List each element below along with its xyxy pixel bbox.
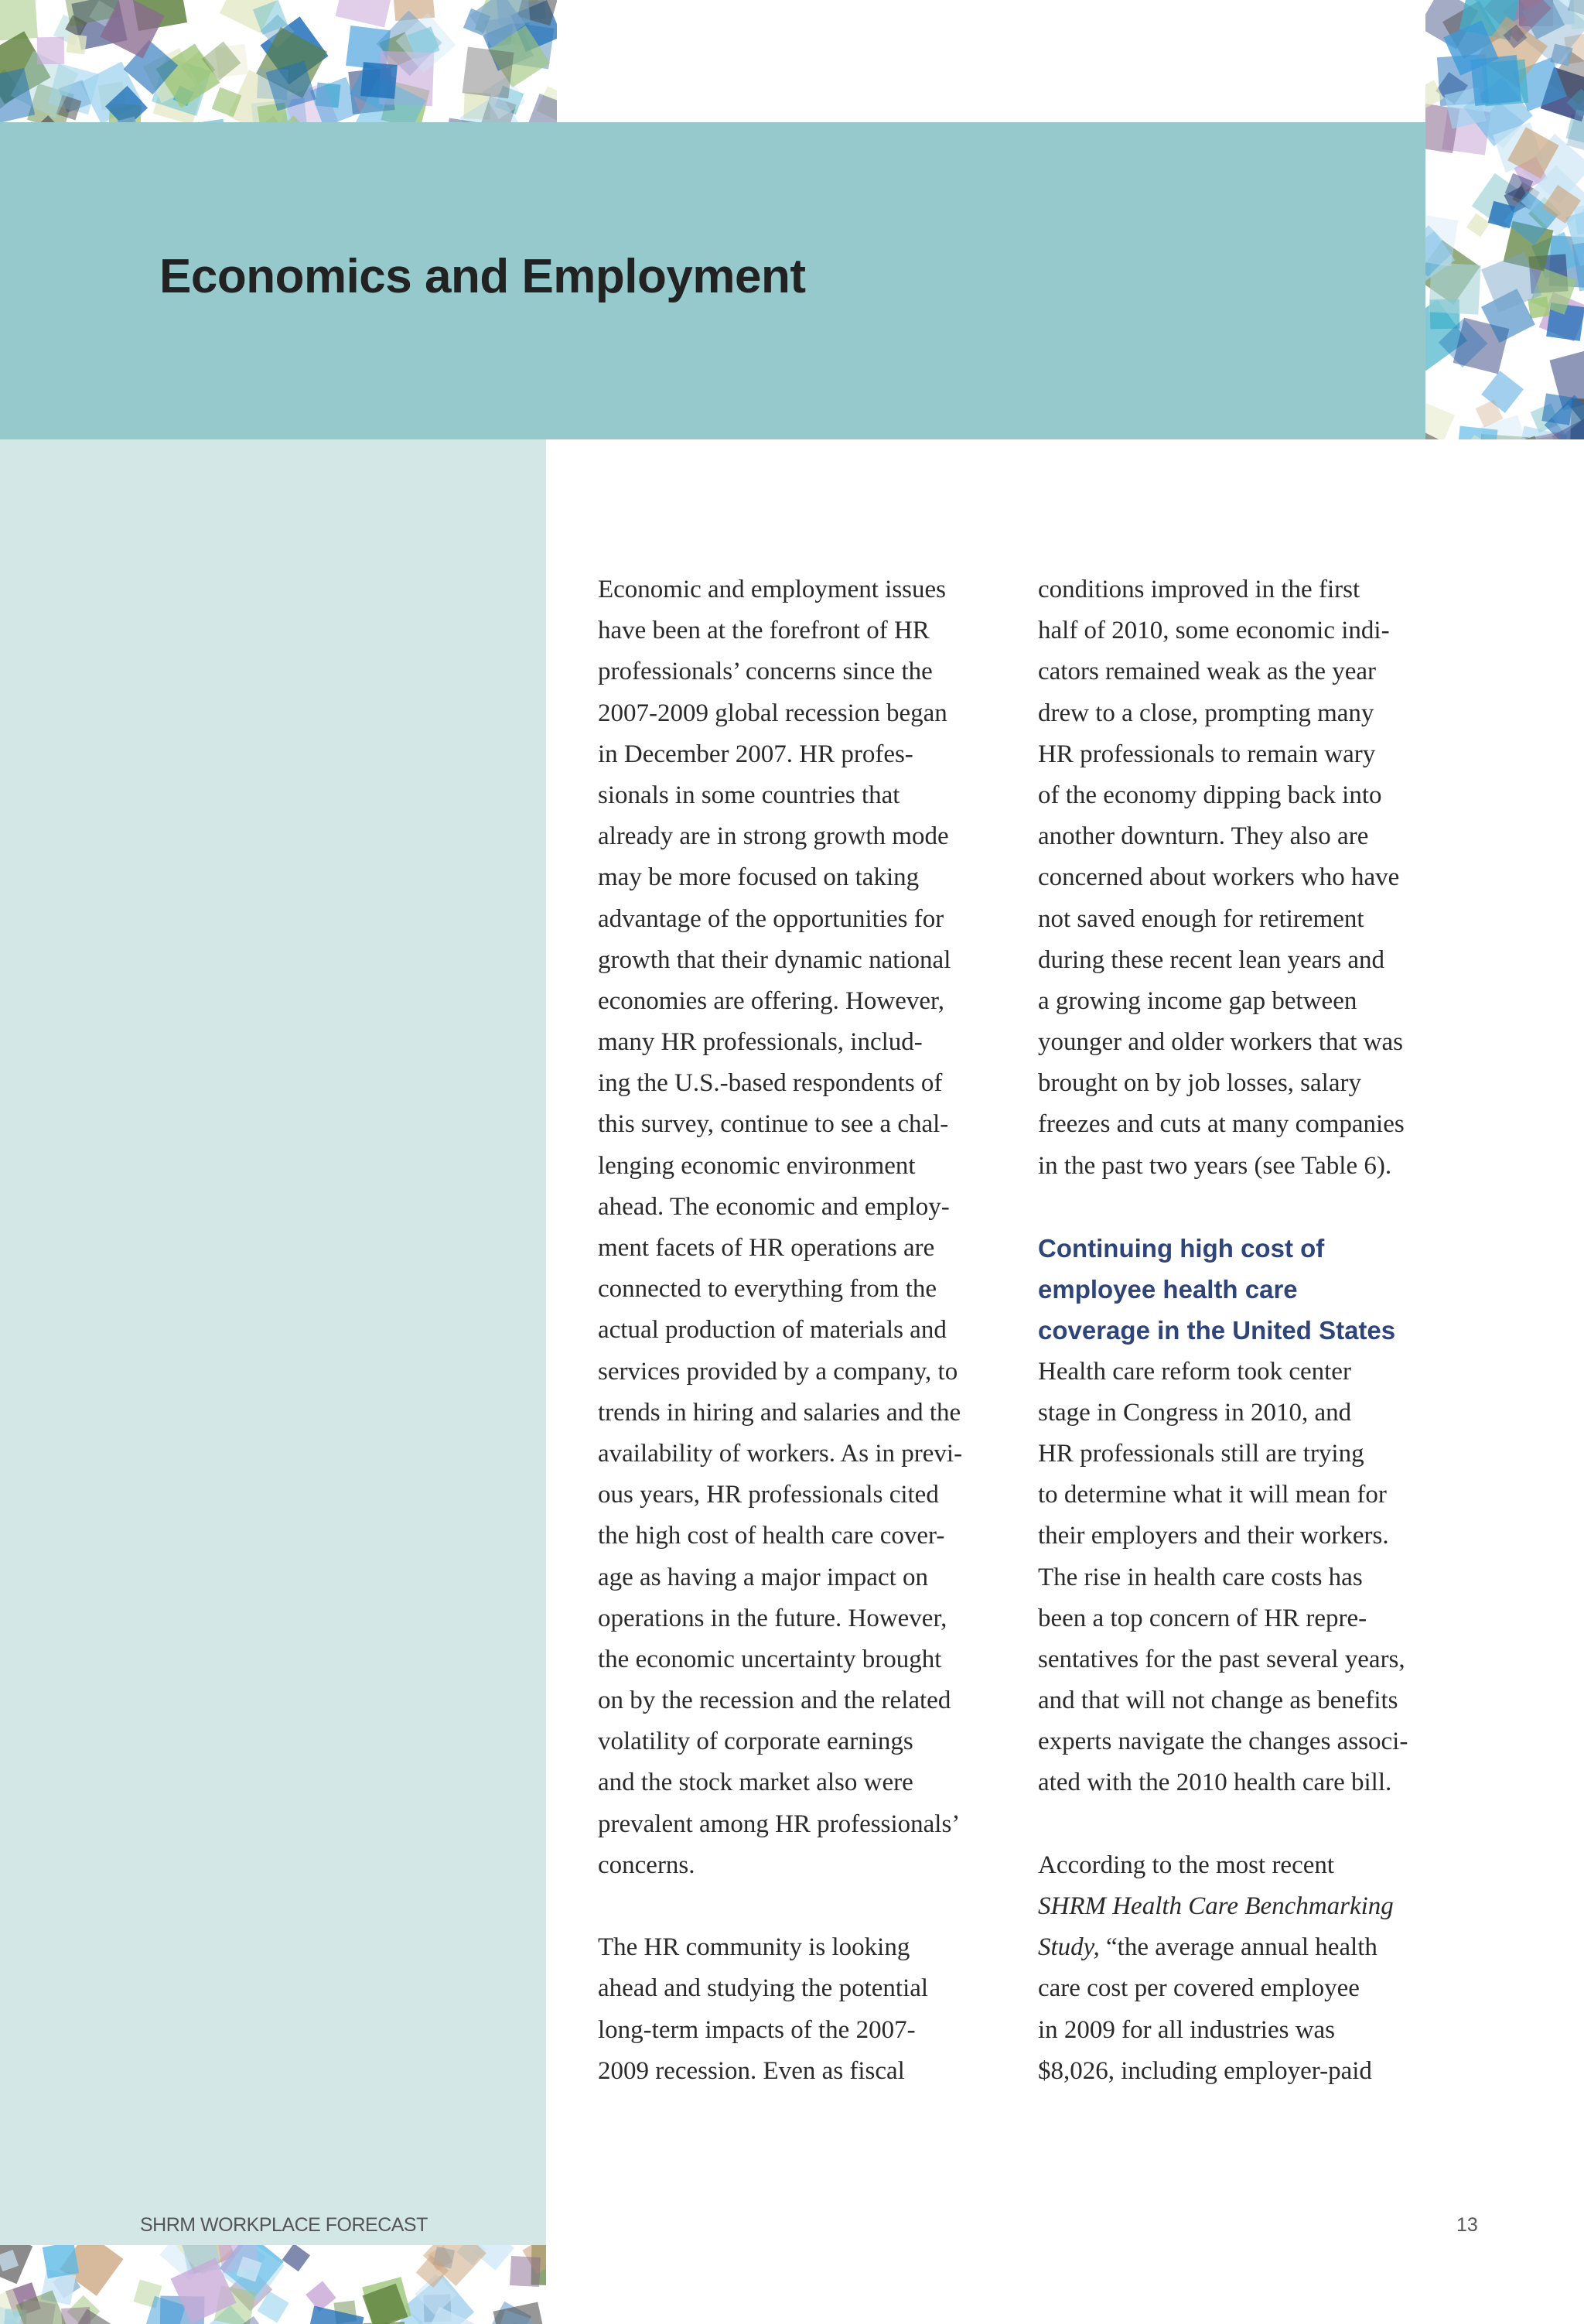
mosaic-square [1541,393,1573,425]
text-line: trends in hiring and salaries and the [598,1398,961,1427]
text-line [1038,1927,1456,1968]
text-line: ing the U.S.-based respondents of [598,1069,943,1098]
text-line: lenging economic environment [598,1151,916,1180]
text-line: been a top concern of HR repre- [1038,1604,1367,1632]
footer-publication-name: SHRM WORKPLACE FORECAST [140,2214,428,2236]
text-line: ous years, HR professionals cited [598,1481,939,1509]
text-line: concerned about workers who have [1038,863,1400,892]
body-column-right [1038,569,1456,2092]
text-line: to determine what it will mean for [1038,1481,1387,1509]
mosaic-square [1470,55,1521,105]
text-line: may be more focused on taking [598,863,920,892]
text-line: services provided by a company, to [598,1357,958,1386]
text-line: a growing income gap between [1038,986,1357,1015]
text-line: sentatives for the past several years, [1038,1645,1405,1673]
text-line: in December 2007. HR profes- [598,740,913,768]
study-title: Study, [1038,1933,1100,1962]
text-line: drew to a close, prompting many [1038,699,1374,727]
mosaic-square [510,2256,541,2287]
text-line: the high cost of health care cover- [598,1522,945,1550]
text-line: According to the most recent [1038,1851,1335,1879]
section-subheading: Continuing high cost of [1038,1234,1325,1263]
text-line: connected to everything from the [598,1275,937,1304]
text-line: during these recent lean years and [1038,945,1385,974]
mosaic-square [37,37,65,65]
mosaic-square [43,2245,80,2278]
text-line: The HR community is looking [598,1933,910,1962]
text-line: freezes and cuts at many companies [1038,1110,1405,1139]
paragraph-gap [598,1886,1016,1927]
mosaic-square [282,2245,310,2271]
mosaic-square [1425,398,1454,439]
mosaic-square [335,0,395,28]
section-subheading: coverage in the United States [1038,1316,1396,1345]
text-line: not saved enough for retirement [1038,904,1364,933]
paragraph-gap [1038,1804,1456,1845]
text-line: many HR professionals, includ- [598,1028,923,1057]
study-title: SHRM Health Care Benchmarking [1038,1892,1394,1920]
decorative-mosaic-top-right [1425,0,1584,439]
text-line: of the economy dipping back into [1038,781,1382,809]
text-line: have been at the forefront of HR [598,617,930,645]
text-line: another downturn. They also are [1038,822,1369,851]
mosaic-square [67,34,87,54]
text-line: care cost per covered employee [1038,1974,1360,2003]
text-line: volatility of corporate earnings [598,1728,913,1756]
decorative-mosaic-bottom-left [0,2245,546,2324]
section-subheading: employee health care [1038,1275,1298,1304]
text-line: The rise in health care costs has [1038,1563,1363,1591]
text-line: sionals in some countries that [598,781,900,809]
mosaic-square [1429,262,1481,315]
text-line: cators remained weak as the year [1038,658,1377,686]
text-line: ment facets of HR operations are [598,1234,935,1262]
text-line: experts navigate the changes associ- [1038,1728,1408,1756]
page-title: Economics and Employment [159,250,806,303]
text-line: Health care reform took center [1038,1357,1351,1386]
text-line: the economic uncertainty brought [598,1645,942,1673]
text-line: HR professionals still are trying [1038,1439,1364,1468]
text-line: operations in the future. However, [598,1604,947,1632]
text-line: brought on by job losses, salary [1038,1069,1361,1098]
text-line: concerns. [598,1851,695,1879]
text-line: this survey, continue to see a chal- [598,1110,949,1139]
text-line: growth that their dynamic national [598,945,951,974]
text-line: already are in strong growth mode [598,822,949,851]
text-line: 2009 recession. Even as fiscal [598,2056,905,2085]
page-number: 13 [1456,2214,1478,2236]
text-line: professionals’ concerns since the [598,658,933,686]
mosaic-square [360,62,397,98]
text-line: economies are offering. However, [598,986,944,1015]
mosaic-square [463,46,514,98]
text-line: ahead. The economic and employ- [598,1192,950,1221]
text-line: advantage of the opportunities for [598,904,944,933]
text-line: HR professionals to remain wary [1038,740,1376,768]
text-line: and that will not change as benefits [1038,1687,1398,1715]
text-line: 2007-2009 global recession began [598,699,947,727]
text-line: ahead and studying the potential [598,1974,929,2003]
text-line: conditions improved in the first [1038,576,1360,603]
text-line: age as having a major impact on [598,1563,929,1591]
text-line: half of 2010, some economic indi- [1038,617,1390,645]
mosaic-square [1569,0,1584,29]
text-line: on by the recession and the related [598,1687,951,1715]
mosaic-square [61,2307,90,2324]
mosaic-square [524,94,557,122]
text-line: and the stock market also were [598,1769,913,1797]
text-line: ated with the 2010 health care bill. [1038,1769,1392,1797]
side-band [0,439,546,2245]
text-line: Economic and employment issues [598,576,946,603]
text-line: $8,026, including employer-paid [1038,2056,1372,2085]
quote-text: “the average annual health [1099,1933,1377,1962]
text-line: stage in Congress in 2010, and [1038,1398,1352,1427]
text-line: long-term impacts of the 2007- [598,2015,916,2044]
text-line: actual production of materials and [598,1316,947,1345]
text-line: prevalent among HR professionals’ [598,1810,961,1838]
body-column-left [598,569,1016,2092]
text-line: in the past two years (see Table 6). [1038,1151,1392,1180]
text-line: availability of workers. As in previ- [598,1439,963,1468]
decorative-mosaic-top-left [0,0,557,122]
text-line: younger and older workers that was [1038,1028,1403,1057]
text-line: their employers and their workers. [1038,1522,1389,1550]
text-line: in 2009 for all industries was [1038,2015,1336,2044]
mosaic-square [1466,214,1490,238]
paragraph-gap [1038,1187,1456,1228]
